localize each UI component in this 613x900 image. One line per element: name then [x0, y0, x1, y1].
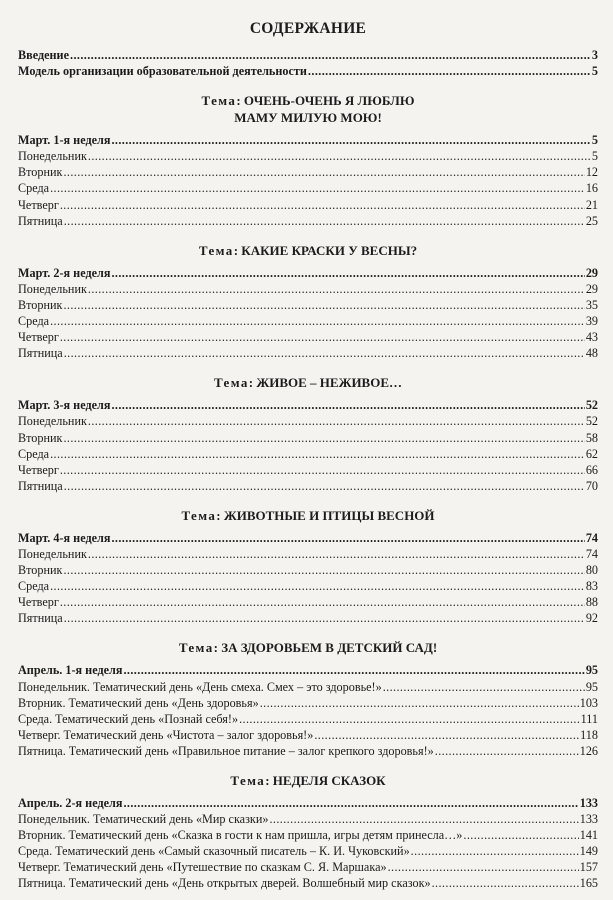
toc-entry-page: 25: [585, 213, 598, 228]
toc-entry-page: 29: [585, 265, 598, 280]
theme-heading: [18, 772, 598, 789]
toc-entry-page: 111: [580, 711, 598, 726]
theme-heading-line: [18, 507, 598, 524]
toc-entry-text: Пятница: [18, 346, 63, 361]
toc-entry-page: 3: [591, 48, 598, 62]
toc-entry-page: 70: [585, 478, 598, 493]
theme-heading: [18, 639, 598, 656]
dot-leader: [50, 313, 585, 329]
toc-entry-text: Вторник: [18, 297, 63, 312]
toc-section: [18, 242, 598, 362]
dot-leader: [50, 578, 585, 594]
toc-day-entry: [18, 413, 598, 429]
toc-day-entry: [18, 329, 598, 345]
dot-leader: [260, 695, 579, 711]
dot-leader: [88, 148, 591, 164]
toc-day-entry: [18, 148, 598, 164]
theme-label: Тема: [198, 242, 234, 258]
theme-title: ЖИВОЕ – НЕЖИВОЕ…: [256, 375, 403, 391]
toc-day-entry: [18, 180, 598, 196]
toc-entry-text: Четверг: [18, 330, 59, 345]
toc-week-entry: [18, 132, 598, 148]
toc-entry-page: 74: [585, 546, 598, 561]
toc-entry-text: Среда: [18, 181, 50, 196]
toc-entry-page: 133: [579, 796, 598, 810]
toc-entry-text: Апрель. 2-я неделя: [18, 796, 123, 810]
theme-label: Тема: [213, 375, 249, 391]
toc-day-entry: [18, 164, 598, 180]
toc-entry-page: 83: [585, 579, 598, 594]
toc-entry-page: 16: [585, 181, 598, 196]
toc-entry-text: Понедельник: [18, 281, 87, 296]
toc-section: [18, 92, 598, 229]
dot-leader: [60, 462, 585, 478]
dot-leader: [239, 711, 580, 727]
toc-day-entry: [18, 843, 598, 859]
dot-leader: [64, 345, 585, 361]
toc-day-entry: [18, 430, 598, 446]
page-title: СОДЕРЖАНИЕ: [249, 20, 367, 37]
dot-leader: [388, 859, 579, 875]
theme-heading: [18, 92, 598, 126]
theme-title: ОЧЕНЬ-ОЧЕНЬ Я ЛЮБЛЮ: [243, 93, 415, 109]
toc-day-entry: [18, 594, 598, 610]
toc-entry-page: 62: [585, 446, 598, 461]
dot-leader: [70, 47, 591, 63]
dot-leader: [63, 164, 584, 180]
toc-day-entry: [18, 213, 598, 229]
toc-entry-page: 95: [585, 679, 598, 694]
toc-entry-text: Вторник: [18, 430, 63, 445]
theme-title: НЕДЕЛЯ СКАЗОК: [272, 773, 386, 788]
dot-leader: [63, 430, 584, 446]
toc-entry-text: Пятница: [18, 478, 63, 493]
toc-entry-text: Март. 4-я неделя: [18, 530, 111, 545]
dot-leader: [111, 265, 584, 281]
toc-section: [18, 772, 598, 892]
toc-section: [18, 639, 598, 759]
dot-leader: [64, 213, 585, 229]
theme-colon: :: [236, 93, 244, 109]
toc-entry-page: 118: [580, 727, 598, 742]
dot-leader: [60, 329, 585, 345]
toc-entry-text: Среда: [18, 314, 50, 329]
theme-colon: :: [216, 507, 224, 523]
intro-list: [18, 47, 598, 79]
toc-entry-text: Вторник: [18, 563, 63, 578]
toc-entry-page: 80: [585, 563, 598, 578]
toc-day-entry: [18, 859, 598, 875]
toc-entry-page: 29: [585, 281, 598, 296]
toc-day-entry: [18, 610, 598, 626]
dot-leader: [314, 727, 579, 743]
toc-day-entry: [18, 197, 598, 213]
dot-leader: [111, 530, 584, 546]
theme-heading-line: [18, 639, 598, 656]
toc-entry-page: 149: [579, 844, 598, 859]
theme-colon: :: [213, 640, 222, 656]
dot-leader: [435, 743, 579, 759]
theme-label: Тема: [230, 773, 266, 788]
toc-entry-page: 5: [591, 133, 598, 148]
toc-entry-page: 92: [585, 611, 598, 626]
toc-entry-page: 74: [585, 530, 598, 545]
theme-title: ЖИВОТНЫЕ И ПТИЦЫ ВЕСНОЙ: [223, 507, 435, 523]
theme-label: Тема: [201, 93, 237, 109]
theme-title: КАКИЕ КРАСКИ У ВЕСНЫ?: [241, 242, 418, 258]
toc-entry-page: 52: [585, 398, 598, 413]
theme-heading-line: [18, 374, 598, 391]
toc-entry-text: Понедельник: [18, 546, 87, 561]
toc-day-entry: [18, 811, 598, 827]
toc-entry-text: Понедельник: [18, 149, 87, 164]
dot-leader: [64, 610, 585, 626]
dot-leader: [111, 397, 584, 413]
toc-entry-text: Понедельник. Тематический день «День смеха. Смех – это здоровье!»: [18, 679, 382, 694]
theme-heading-line: [18, 242, 598, 259]
toc-entry-page: 39: [585, 314, 598, 329]
toc-day-entry: [18, 446, 598, 462]
toc-day-entry: [18, 578, 598, 594]
theme-label: Тема: [181, 507, 217, 523]
toc-day-entry: [18, 695, 598, 711]
dot-leader: [123, 662, 584, 678]
toc-day-entry: [18, 345, 598, 361]
theme-heading: [18, 242, 598, 259]
toc-entry-text: Пятница. Тематический день «День открытых дверей. Волшебный мир сказок»: [18, 876, 431, 891]
toc-entry-page: 126: [579, 743, 598, 758]
toc-entry-text: Понедельник. Тематический день «Мир сказки»: [18, 812, 269, 827]
toc-entry-text: Вторник. Тематический день «Сказка в гости к нам пришла, игры детям принесла…»: [18, 828, 463, 843]
toc-entry-page: 133: [579, 812, 598, 827]
toc-entry-page: 141: [579, 828, 598, 843]
dot-leader: [88, 281, 585, 297]
toc-section: [18, 507, 598, 627]
theme-title: ЗА ЗДОРОВЬЕМ В ДЕТСКИЙ САД!: [221, 640, 438, 656]
toc-entry-page: 21: [585, 197, 598, 212]
dot-leader: [60, 594, 585, 610]
toc-entry-page: 5: [591, 64, 598, 79]
toc-entry-text: Четверг: [18, 462, 59, 477]
toc-entry-text: Пятница: [18, 611, 63, 626]
dot-leader: [411, 843, 579, 859]
dot-leader: [64, 478, 585, 494]
theme-title: МАМУ МИЛУЮ МОЮ!: [234, 110, 382, 126]
theme-heading-line: [18, 92, 598, 109]
toc-entry-text: Среда. Тематический день «Познай себя!»: [18, 711, 239, 726]
toc-day-entry: [18, 462, 598, 478]
toc-day-entry: [18, 281, 598, 297]
toc-entry-text: Среда: [18, 446, 50, 461]
toc-entry-page: 88: [585, 595, 598, 610]
toc-day-entry: [18, 875, 598, 891]
toc-entry-introduction: [18, 47, 598, 63]
toc-entry-page: 103: [579, 695, 598, 710]
toc-entry-text: Четверг. Тематический день «Чистота – залог здоровья!»: [18, 727, 314, 742]
toc-entry-text: Четверг: [18, 197, 59, 212]
dot-leader: [123, 795, 578, 811]
dot-leader: [432, 875, 579, 891]
toc-page: [18, 14, 598, 892]
toc-week-entry: [18, 397, 598, 413]
toc-day-entry: [18, 679, 598, 695]
toc-entry-page: 35: [585, 297, 598, 312]
toc-entry-text: Март. 2-я неделя: [18, 265, 111, 280]
toc-day-entry: [18, 827, 598, 843]
theme-heading: [18, 507, 598, 524]
toc-day-entry: [18, 562, 598, 578]
toc-entry-page: 5: [591, 149, 598, 164]
dot-leader: [111, 132, 590, 148]
toc-entry-page: 12: [585, 165, 598, 180]
toc-entry-page: 165: [579, 876, 598, 891]
toc-entry-text: Вторник. Тематический день «День здоровья»: [18, 695, 259, 710]
toc-entry-text: Март. 1-я неделя: [18, 133, 111, 148]
dot-leader: [50, 180, 585, 196]
toc-entry-text: Среда. Тематический день «Самый сказочный писатель – К. И. Чуковский»: [18, 844, 410, 859]
toc-section: [18, 374, 598, 494]
toc-entry-page: 157: [579, 860, 598, 875]
toc-entry-text: Понедельник: [18, 414, 87, 429]
dot-leader: [269, 811, 578, 827]
toc-week-entry: [18, 530, 598, 546]
toc-week-entry: [18, 265, 598, 281]
toc-entry-text: Пятница. Тематический день «Правильное питание – залог крепкого здоровья!»: [18, 743, 434, 758]
toc-entry-text: Введение: [18, 48, 69, 62]
theme-heading-line: [18, 109, 598, 126]
theme-heading-line: [18, 772, 598, 789]
toc-day-entry: [18, 546, 598, 562]
theme-heading: [18, 374, 598, 391]
toc-entry-text: Четверг. Тематический день «Путешествие по сказкам С. Я. Маршака»: [18, 860, 387, 875]
toc-entry-page: 52: [585, 414, 598, 429]
dot-leader: [63, 562, 584, 578]
dot-leader: [63, 297, 584, 313]
toc-entry-text: Среда: [18, 579, 50, 594]
dot-leader: [88, 546, 585, 562]
toc-entry-text: Модель организации образовательной деятельности: [18, 64, 307, 79]
toc-day-entry: [18, 478, 598, 494]
toc-entry-text: Четверг: [18, 595, 59, 610]
toc-week-entry: [18, 662, 598, 678]
toc-sections: [18, 92, 598, 891]
toc-entry-text: Март. 3-я неделя: [18, 398, 111, 413]
dot-leader: [463, 827, 578, 843]
toc-entry-page: 58: [585, 430, 598, 445]
toc-entry-page: 43: [585, 330, 598, 345]
dot-leader: [60, 197, 585, 213]
theme-colon: :: [265, 773, 273, 788]
toc-day-entry: [18, 297, 598, 313]
toc-day-entry: [18, 743, 598, 759]
dot-leader: [88, 413, 585, 429]
toc-day-entry: [18, 711, 598, 727]
toc-day-entry: [18, 727, 598, 743]
dot-leader: [50, 446, 585, 462]
theme-label: Тема: [178, 640, 214, 656]
toc-entry-text: Апрель. 1-я неделя: [18, 663, 123, 678]
dot-leader: [308, 63, 591, 79]
toc-entry-page: 48: [585, 346, 598, 361]
toc-entry-page: 95: [585, 663, 598, 678]
theme-colon: :: [248, 375, 257, 391]
toc-week-entry: [18, 795, 598, 811]
dot-leader: [383, 679, 585, 695]
toc-day-entry: [18, 313, 598, 329]
theme-colon: :: [233, 242, 242, 258]
toc-entry-page: 66: [585, 462, 598, 477]
toc-entry-model: [18, 63, 598, 79]
toc-entry-text: Вторник: [18, 165, 63, 180]
toc-entry-text: Пятница: [18, 213, 63, 228]
